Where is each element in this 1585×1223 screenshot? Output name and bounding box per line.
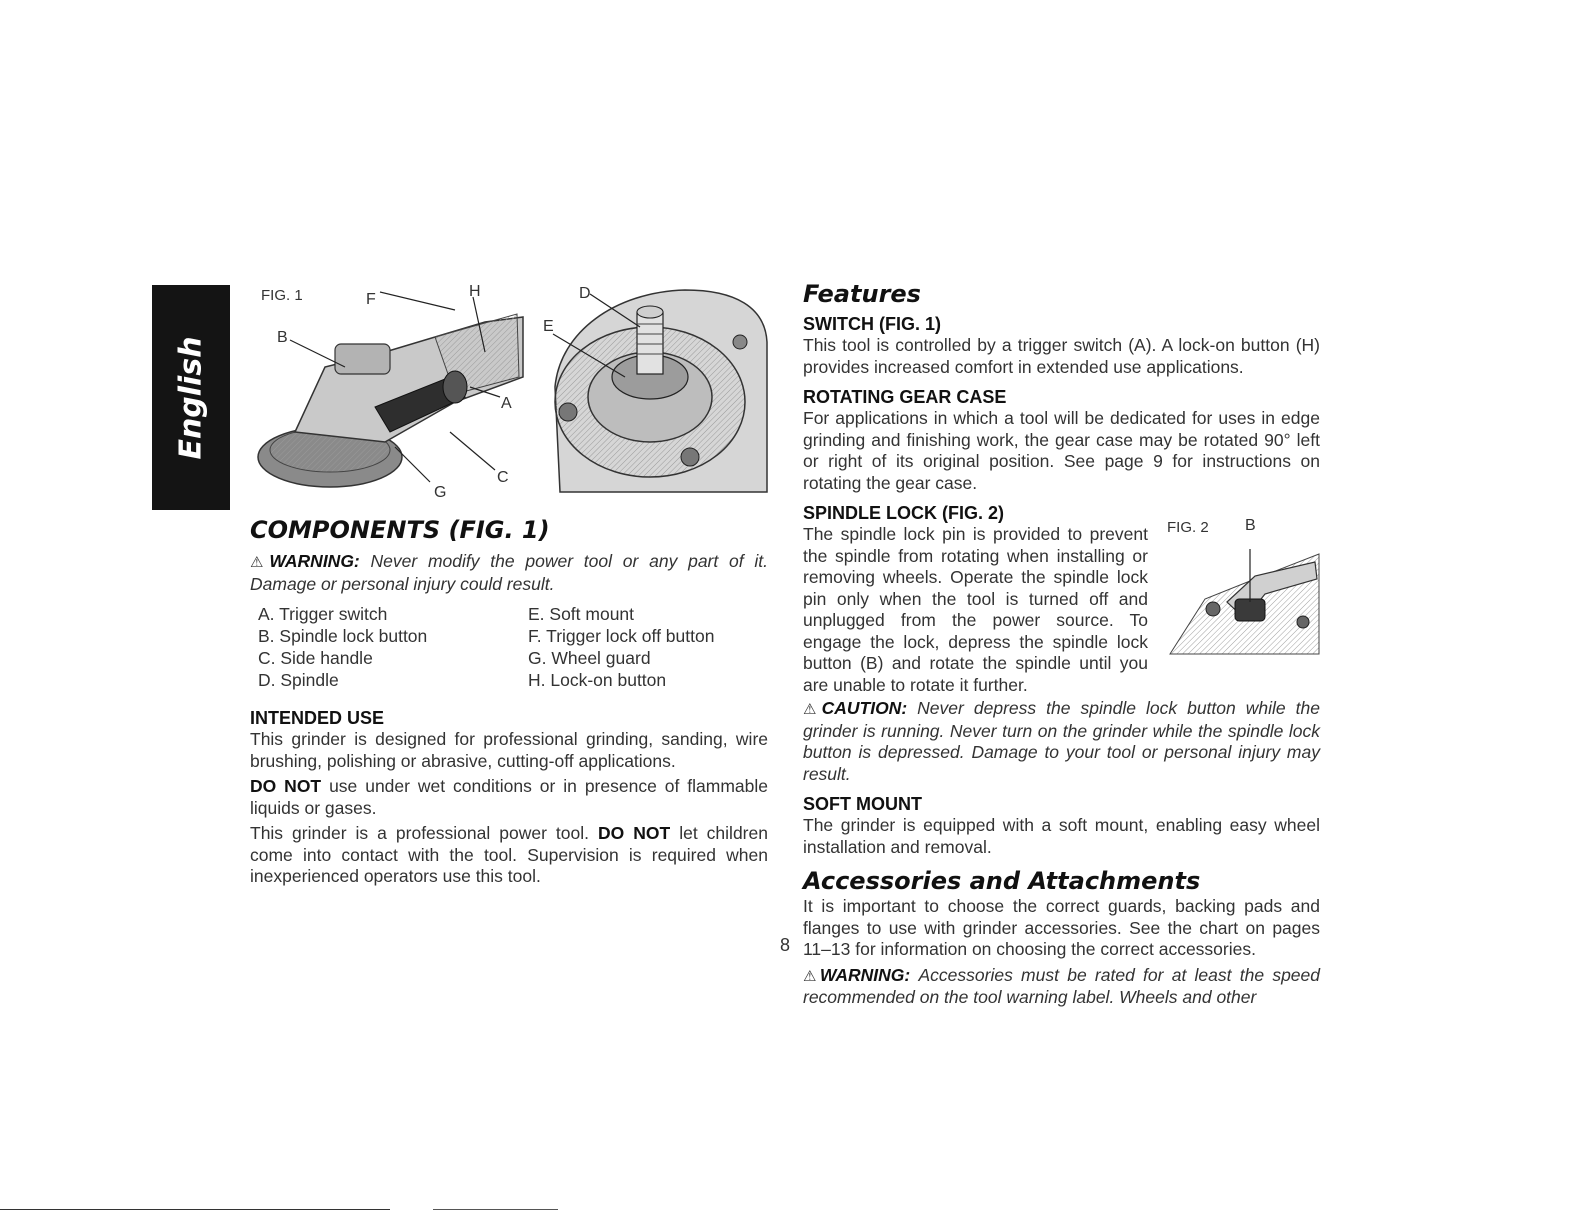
accessories-warning-label: WARNING: bbox=[819, 964, 911, 985]
caution-label: CAUTION: bbox=[821, 698, 908, 718]
callout-e: E bbox=[543, 318, 554, 335]
left-column bbox=[250, 515, 768, 888]
part-d: D. Spindle bbox=[258, 670, 339, 690]
part-e: E. Soft mount bbox=[528, 604, 635, 624]
spindle-lock-drawing bbox=[1165, 524, 1321, 664]
switch-text: This tool is controlled by a trigger switch (A). A lock-on button (H) provides increased comfort in extended use applications. bbox=[803, 335, 1320, 377]
fig1-illustration bbox=[255, 282, 770, 504]
soft-mount-text: The grinder is equipped with a soft mount, enabling easy wheel installation and removal. bbox=[803, 815, 1320, 857]
switch-heading: SWITCH (FIG. 1) bbox=[803, 314, 941, 334]
grinder-drawing bbox=[255, 282, 770, 504]
page-number: 8 bbox=[779, 935, 790, 955]
spindle-section bbox=[803, 517, 1320, 696]
warning-icon: ⚠ bbox=[250, 554, 270, 571]
callout-h: H bbox=[469, 283, 481, 300]
part-h: H. Lock-on button bbox=[528, 670, 667, 690]
accessories-warning bbox=[803, 965, 1320, 1009]
spindle-text: The spindle lock pin is provided to prevent the spindle from rotating when installing or removing wheels. Operate the spindle lock pin only when the tool is turned off and unplugged from the power source. To engage the lock, depress the spindle lock button (B) and rotate the spindle until you are unable to rotate it further. bbox=[803, 524, 1148, 695]
components-heading: COMPONENTS (FIG. 1) bbox=[250, 516, 550, 544]
callout-c: C bbox=[497, 469, 509, 486]
accessories-warning-text: Accessories must be rated for at least the speed recommended on the tool warning label. Wheels and other bbox=[803, 964, 1320, 1007]
fig2-illustration bbox=[1165, 517, 1321, 664]
intended-use-p2-rest: use under wet conditions or in presence of flammable liquids or gases. bbox=[250, 776, 768, 818]
callout-d: D bbox=[579, 285, 591, 302]
caution-icon: ⚠ bbox=[803, 701, 822, 718]
footer-rule-mid bbox=[433, 1209, 558, 1210]
intended-use-p3-rest: let children come into contact with the tool. Supervision is required when inexperienced operators use this tool. bbox=[250, 823, 768, 886]
components-warning bbox=[250, 551, 768, 595]
fig2-callout-b: B bbox=[1245, 517, 1256, 534]
features-heading: Features bbox=[803, 280, 921, 308]
accessories-heading: Accessories and Attachments bbox=[803, 867, 1201, 895]
callout-a: A bbox=[501, 395, 512, 412]
warning-text: Never modify the power tool or any part of it. Damage or personal injury could result. bbox=[250, 551, 768, 594]
intended-use-heading: INTENDED USE bbox=[250, 708, 385, 728]
part-g: G. Wheel guard bbox=[528, 648, 651, 668]
language-tab bbox=[152, 285, 230, 510]
caution-text: Never depress the spindle lock button while the grinder is running. Never turn on the grinder while the spindle lock button is depressed. Damage to your tool or personal injury may result. bbox=[803, 698, 1320, 784]
do-not-2: DO NOT bbox=[598, 823, 671, 843]
intended-use-p2 bbox=[250, 776, 768, 819]
fig2-label: FIG. 2 bbox=[1167, 519, 1209, 536]
spindle-heading: SPINDLE LOCK (FIG. 2) bbox=[803, 503, 1005, 523]
do-not-1: DO NOT bbox=[250, 776, 322, 796]
right-column bbox=[803, 279, 1320, 1009]
accessories-warning-icon: ⚠ bbox=[803, 967, 820, 985]
intended-use-p1: This grinder is designed for professional grinding, sanding, wire brushing, polishing or abrasive, cutting-off applications. bbox=[250, 729, 768, 771]
gear-heading: ROTATING GEAR CASE bbox=[803, 387, 1007, 407]
language-tab-label: English bbox=[173, 335, 209, 460]
part-f: F. Trigger lock off button bbox=[528, 626, 715, 646]
parts-list bbox=[258, 603, 768, 691]
accessories-text: It is important to choose the correct guards, backing pads and flanges to use with grinder accessories. See the chart on pages 11–13 for information on choosing the correct accessories. bbox=[803, 896, 1320, 959]
callout-g: G bbox=[434, 484, 447, 501]
warning-label: WARNING: bbox=[269, 551, 360, 571]
callout-b: B bbox=[277, 329, 288, 346]
soft-mount-heading: SOFT MOUNT bbox=[803, 794, 922, 814]
part-c: C. Side handle bbox=[258, 648, 373, 668]
intended-use-p3-start: This grinder is a professional power tool. bbox=[250, 823, 589, 843]
fig1-label: FIG. 1 bbox=[261, 287, 303, 304]
caution-paragraph bbox=[803, 698, 1320, 785]
part-b: B. Spindle lock button bbox=[258, 626, 428, 646]
part-a: A. Trigger switch bbox=[258, 604, 388, 624]
gear-text: For applications in which a tool will be dedicated for uses in edge grinding and finishing work, the gear case may be rotated 90° left or right of its original position. See page 9 for instructions on rotating the gear case. bbox=[803, 408, 1320, 493]
callout-f: F bbox=[366, 291, 376, 308]
footer-rule-left bbox=[0, 1209, 390, 1210]
intended-use-p3 bbox=[250, 823, 768, 888]
